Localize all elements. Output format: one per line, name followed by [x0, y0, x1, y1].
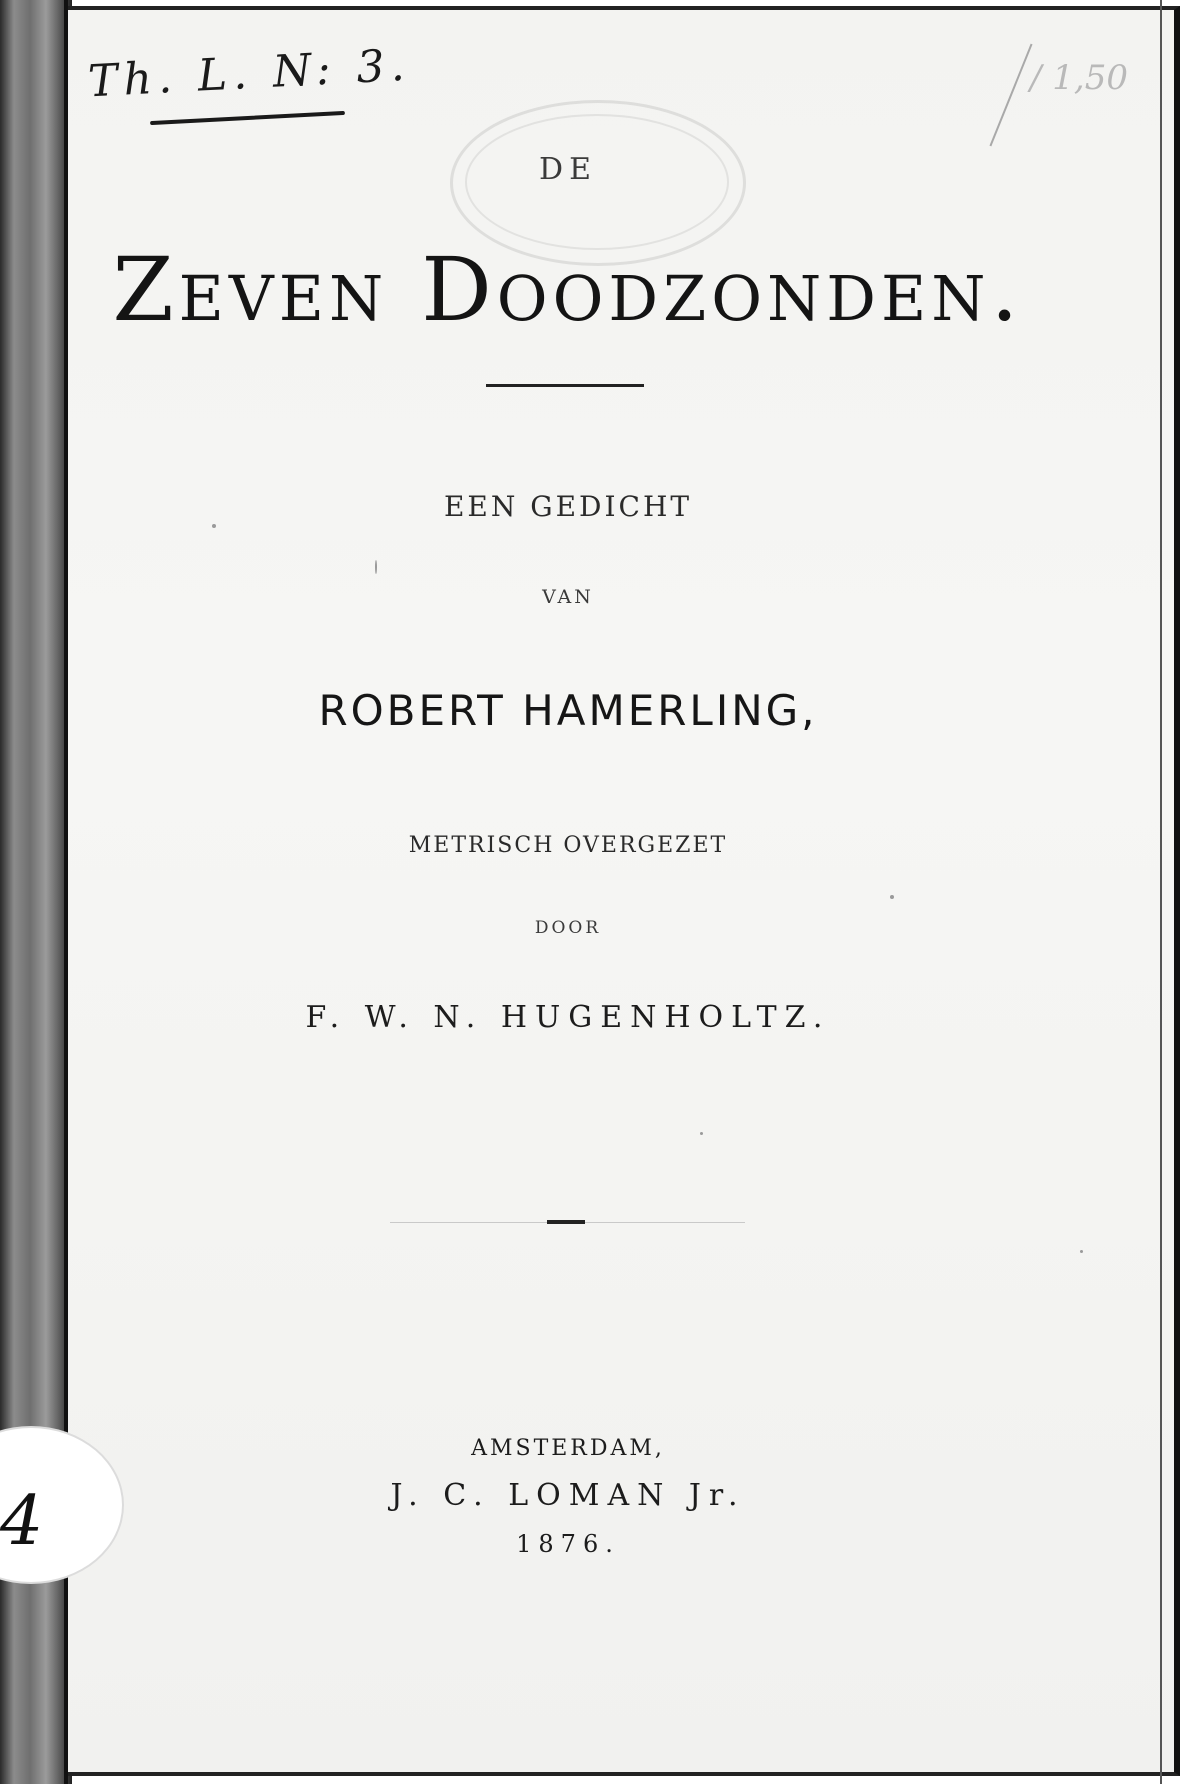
spine-label-number: 4 — [0, 1482, 44, 1561]
imprint-publisher: J. C. LOMAN Jr. — [390, 1478, 746, 1513]
by-word: VAN — [542, 586, 594, 608]
paper-speck — [890, 895, 894, 899]
paper-speck — [1080, 1250, 1083, 1253]
author-name: ROBERT HAMERLING, — [318, 686, 818, 735]
book-subtitle: EEN GEDICHT — [443, 490, 693, 523]
page-edge-line — [1160, 0, 1162, 1784]
paper-speck — [375, 560, 377, 574]
translator-name: F. W. N. HUGENHOLTZ. — [305, 1000, 831, 1035]
title-article: DE — [539, 152, 597, 187]
paper-speck — [700, 1132, 703, 1135]
book-title: Zeven Doodzonden. — [112, 238, 1024, 341]
imprint-place: AMSTERDAM, — [471, 1436, 665, 1461]
title-rule — [486, 384, 644, 387]
handwritten-corner-mark: / 1,50 — [1030, 58, 1128, 98]
imprint-rule-bold — [547, 1220, 585, 1224]
handwritten-call-mark: Th. L. N: 3. — [86, 39, 412, 108]
through-word: DOOR — [534, 918, 602, 938]
paper-speck — [212, 524, 216, 528]
imprint-year: 1876. — [516, 1530, 620, 1558]
translation-note: METRISCH OVERGEZET — [408, 833, 728, 858]
